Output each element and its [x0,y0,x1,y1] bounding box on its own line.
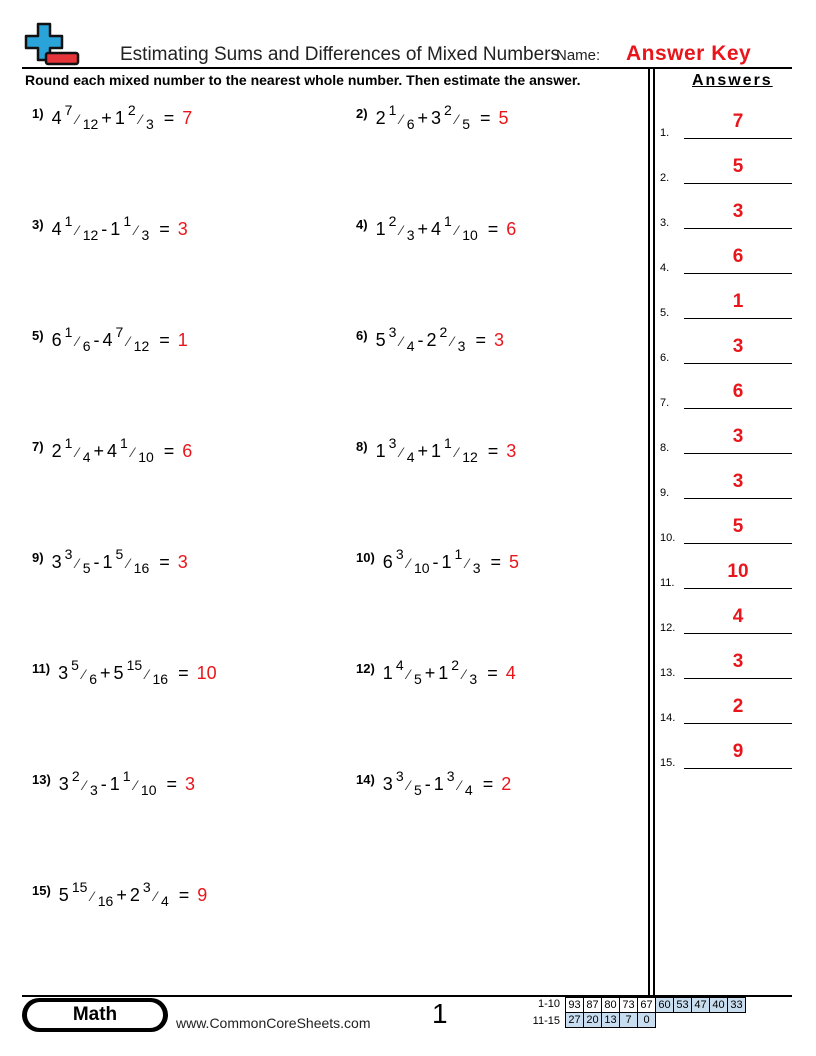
problem-number: 7) [32,439,44,454]
numerator: 1 [64,213,73,229]
problem-number: 13) [32,772,51,787]
answer-value: 4 [732,606,744,627]
operator: + [424,663,436,683]
score-cell: 20 [584,1013,602,1028]
score-cell: 0 [638,1013,656,1028]
problem-answer: 3 [177,219,188,239]
whole-number: 1 [433,774,444,794]
whole-number: 3 [431,108,442,128]
problem-answer: 10 [196,663,217,683]
numerator: 15 [126,657,143,673]
score-cell: 13 [602,1013,620,1028]
problem-item [356,102,509,132]
answer-row [660,109,792,139]
answer-value: 10 [727,561,749,582]
denominator: 12 [82,116,99,132]
whole-number: 2 [129,885,140,905]
operator: - [93,552,100,572]
operator: + [100,663,111,683]
problem-item [356,213,517,243]
answer-line [684,633,792,634]
operator: - [100,774,107,794]
whole-number: 6 [51,330,62,350]
problem-number: 10) [356,550,375,565]
answer-row [660,379,792,409]
whole-number: 5 [113,663,124,683]
answer-line [684,228,792,229]
problem-item [356,324,504,354]
score-cell: 7 [620,1013,638,1028]
score-cell: 80 [602,998,620,1013]
answer-number: 1. [660,127,670,139]
numerator: 15 [71,879,88,895]
equals-sign: = [163,441,175,461]
problem-answer: 9 [197,885,208,905]
answer-number: 6. [660,352,670,364]
denominator: 12 [82,227,99,243]
score-row-label: 1-10 [537,998,560,1010]
operator: - [93,330,100,350]
fraction-slash: ⁄ [76,444,79,460]
answer-value: 1 [732,291,744,312]
answer-line [684,363,792,364]
whole-number: 3 [58,774,69,794]
numerator: 2 [388,213,397,229]
numerator: 1 [123,213,132,229]
website-link[interactable]: www.CommonCoreSheets.com [176,1015,371,1031]
problem-number: 5) [32,328,44,343]
numerator: 1 [444,213,452,229]
fraction-slash: ⁄ [407,777,410,793]
operator: - [101,219,108,239]
answer-row [660,424,792,454]
equals-sign: = [487,441,499,461]
score-row [566,998,746,1013]
numerator: 3 [388,324,397,340]
answer-number: 8. [660,442,670,454]
problem-answer: 4 [505,663,516,683]
operator: + [417,219,429,239]
answer-value: 6 [732,246,744,267]
answer-number: 7. [660,397,670,409]
problem-item [32,546,188,576]
whole-number: 5 [58,885,69,905]
fraction-slash: ⁄ [83,777,86,793]
denominator: 3 [141,227,150,243]
whole-number: 1 [438,663,449,683]
fraction-slash: ⁄ [76,111,79,127]
operator: + [417,441,429,461]
instructions: Round each mixed number to the nearest whole number. Then estimate the answer. [25,72,581,88]
answer-number: 10. [660,532,676,544]
subject-badge [22,998,168,1032]
answer-column-divider-right [653,67,655,995]
score-cell: 33 [728,998,746,1013]
fraction-slash: ⁄ [127,555,130,571]
equals-sign: = [475,330,486,350]
whole-number: 4 [431,219,442,239]
problem-item [356,546,520,576]
answer-value: 3 [732,336,744,357]
numerator: 2 [71,768,80,784]
answer-value: 7 [732,111,744,132]
answer-row [660,154,792,184]
whole-number: 4 [107,441,118,461]
fraction-slash: ⁄ [146,666,149,682]
denominator: 3 [472,560,481,576]
denominator: 5 [462,116,470,132]
problem-item [356,657,516,687]
numerator: 3 [142,879,151,895]
equals-sign: = [479,108,491,128]
denominator: 10 [140,782,157,798]
problem-number: 12) [356,661,375,676]
operator: + [101,108,112,128]
subject-label: Math [27,1002,163,1028]
fraction-slash: ⁄ [154,888,157,904]
whole-number: 4 [51,219,62,239]
denominator: 12 [462,449,478,465]
problem-item [356,435,517,465]
denominator: 4 [160,893,169,909]
fraction-slash: ⁄ [139,111,142,127]
numerator: 3 [388,435,397,451]
page-number: 1 [432,998,448,1029]
whole-number: 2 [375,108,386,128]
fraction-slash: ⁄ [82,666,86,682]
name-label: Name: [556,47,601,64]
denominator: 6 [406,116,415,132]
fraction-slash: ⁄ [407,666,410,682]
answer-value: 3 [732,471,744,492]
denominator: 5 [82,560,91,576]
fraction-slash: ⁄ [451,333,454,349]
answer-value: 3 [732,651,744,672]
denominator: 16 [97,893,114,909]
numerator: 7 [64,102,73,118]
numerator: 2 [444,102,452,118]
denominator: 6 [89,671,98,687]
worksheet-title: Estimating Sums and Differences of Mixed Numbers [120,44,560,65]
problem-answer: 6 [182,441,193,461]
problem-answer: 3 [493,330,504,350]
problem-answer: 3 [506,441,517,461]
problem-answer: 7 [182,108,193,128]
fraction-slash: ⁄ [134,777,137,793]
equals-sign: = [487,219,499,239]
problem-number: 3) [32,217,44,232]
score-cell: 73 [620,998,638,1013]
numerator: 1 [454,546,463,562]
numerator: 1 [64,324,73,340]
fraction-slash: ⁄ [76,555,79,571]
numerator: 2 [127,102,136,118]
answer-number: 3. [660,217,670,229]
equals-sign: = [490,552,501,572]
answer-row [660,739,792,769]
score-row [566,1013,746,1028]
score-cell: 27 [566,1013,584,1028]
problem-answer: 2 [501,774,512,794]
answer-value: 5 [732,156,744,177]
answer-value: 9 [732,741,744,762]
score-table [565,997,746,1028]
numerator: 1 [122,768,131,784]
fraction-slash: ⁄ [458,777,461,793]
equals-sign: = [178,663,189,683]
numerator: 3 [395,546,404,562]
fraction-slash: ⁄ [76,222,79,238]
numerator: 5 [115,546,124,562]
denominator: 4 [464,782,473,798]
denominator: 16 [152,671,169,687]
denominator: 6 [82,338,91,354]
answer-line [684,768,792,769]
answer-row [660,649,792,679]
answer-row [660,199,792,229]
answer-row [660,334,792,364]
header-divider [22,67,792,69]
denominator: 3 [145,116,154,132]
equals-sign: = [166,774,177,794]
score-cell: 53 [674,998,692,1013]
answer-line [684,318,792,319]
problem-number: 6) [356,328,368,343]
answer-number: 4. [660,262,670,274]
answer-line [684,273,792,274]
problem-item [32,102,193,132]
whole-number: 2 [51,441,62,461]
problem-item [32,435,193,465]
answer-value: 5 [732,516,744,537]
numerator: 1 [120,435,128,451]
denominator: 4 [82,449,91,465]
whole-number: 5 [375,330,386,350]
fraction-slash: ⁄ [466,555,469,571]
problem-answer: 5 [509,552,520,572]
equals-sign: = [178,885,190,905]
score-cell: 93 [566,998,584,1013]
operator: + [116,885,127,905]
answer-number: 9. [660,487,670,499]
numerator: 1 [64,435,73,451]
denominator: 10 [413,560,430,576]
answer-line [684,723,792,724]
denominator: 4 [406,338,415,354]
denominator: 3 [457,338,466,354]
denominator: 16 [133,560,150,576]
numerator: 1 [388,102,397,118]
denominator: 3 [469,671,478,687]
answer-number: 13. [660,667,676,679]
equals-sign: = [159,219,170,239]
answer-number: 15. [660,757,676,769]
fraction-slash: ⁄ [400,444,403,460]
answer-value: 6 [732,381,744,402]
answer-number: 2. [660,172,670,184]
answer-row [660,514,792,544]
fraction-slash: ⁄ [131,444,135,460]
whole-number: 6 [382,552,393,572]
fraction-slash: ⁄ [76,333,79,349]
problem-number: 8) [356,439,368,454]
problem-item [356,768,512,798]
answer-line [684,183,792,184]
whole-number: 2 [426,330,437,350]
operator: - [424,774,431,794]
equals-sign: = [159,552,170,572]
problem-answer: 3 [177,552,188,572]
equals-sign: = [163,108,175,128]
score-cell: 60 [656,998,674,1013]
problem-number: 14) [356,772,375,787]
answer-line [684,588,792,589]
numerator: 3 [446,768,455,784]
whole-number: 4 [51,108,62,128]
whole-number: 1 [375,441,386,461]
answer-number: 11. [660,577,675,589]
fraction-slash: ⁄ [400,333,403,349]
answer-column-divider-left [648,67,650,995]
problem-answer: 1 [177,330,188,350]
problem-answer: 6 [506,219,517,239]
answer-row [660,559,792,589]
fraction-slash: ⁄ [463,666,466,682]
fraction-slash: ⁄ [455,222,459,238]
score-cell: 67 [638,998,656,1013]
denominator: 5 [413,782,422,798]
operator: + [417,108,429,128]
equals-sign: = [487,663,498,683]
fraction-slash: ⁄ [400,222,403,238]
problem-item [32,213,188,243]
operator: + [93,441,105,461]
numerator: 4 [395,657,404,673]
whole-number: 4 [102,330,113,350]
fraction-slash: ⁄ [407,555,410,571]
answer-line [684,138,792,139]
answer-value: 3 [732,201,744,222]
answer-line [684,543,792,544]
whole-number: 1 [382,663,393,683]
numerator: 1 [444,435,452,451]
answer-line [684,453,792,454]
answer-number: 5. [660,307,670,319]
score-row-label: 11-15 [532,1015,560,1027]
answer-number: 12. [660,622,676,634]
answer-value: 2 [732,696,744,717]
whole-number: 1 [102,552,113,572]
denominator: 12 [133,338,150,354]
problem-item [32,324,188,354]
numerator: 3 [64,546,73,562]
denominator: 10 [138,449,154,465]
answer-line [684,498,792,499]
whole-number: 1 [431,441,442,461]
numerator: 3 [395,768,404,784]
whole-number: 1 [110,219,121,239]
whole-number: 3 [382,774,393,794]
problem-answer: 5 [498,108,509,128]
answers-heading: Answers [692,72,773,89]
denominator: 4 [406,449,415,465]
problem-item [32,657,217,687]
numerator: 7 [115,324,124,340]
problem-number: 11) [32,661,51,676]
denominator: 10 [462,227,478,243]
answer-row [660,694,792,724]
answer-line [684,678,792,679]
answer-row [660,244,792,274]
plus-minus-logo-icon [22,22,80,70]
whole-number: 1 [441,552,452,572]
fraction-slash: ⁄ [455,444,459,460]
whole-number: 1 [109,774,120,794]
numerator: 2 [439,324,448,340]
problem-number: 9) [32,550,44,565]
problem-item [32,768,196,798]
equals-sign: = [159,330,170,350]
whole-number: 3 [51,552,62,572]
answer-number: 14. [660,712,676,724]
numerator: 2 [451,657,460,673]
problem-number: 4) [356,217,368,232]
denominator: 3 [406,227,415,243]
score-cell: 47 [692,998,710,1013]
problem-number: 1) [32,106,44,121]
whole-number: 1 [114,108,125,128]
whole-number: 3 [58,663,69,683]
answer-line [684,408,792,409]
numerator: 5 [71,657,79,673]
fraction-slash: ⁄ [135,222,138,238]
fraction-slash: ⁄ [91,888,94,904]
operator: - [417,330,424,350]
operator: - [432,552,439,572]
denominator: 3 [89,782,98,798]
fraction-slash: ⁄ [127,333,130,349]
denominator: 5 [413,671,422,687]
answer-key-label: Answer Key [626,42,752,65]
problem-answer: 3 [185,774,196,794]
answer-row [660,604,792,634]
answer-value: 3 [732,426,744,447]
equals-sign: = [482,774,494,794]
fraction-slash: ⁄ [400,111,403,127]
score-cell: 87 [584,998,602,1013]
fraction-slash: ⁄ [455,111,459,127]
score-cell: 40 [710,998,728,1013]
answer-row [660,469,792,499]
problem-number: 15) [32,883,51,898]
whole-number: 1 [375,219,386,239]
problem-item [32,879,208,909]
problem-number: 2) [356,106,368,121]
answer-row [660,289,792,319]
